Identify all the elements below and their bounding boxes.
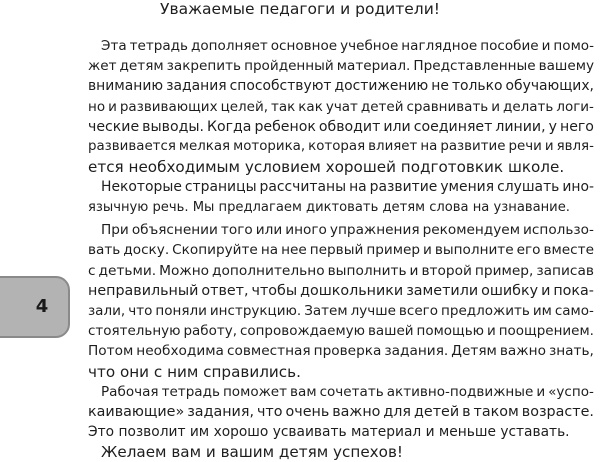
text-line: что они с ним справились. [88, 362, 301, 381]
text-line: При объяснении того или иного упражнения рекомендуем использо- [101, 222, 594, 239]
text-line: Желаем вам и вашим детям успехов! [101, 443, 403, 462]
page-number: 4 [35, 296, 49, 317]
body-text [88, 36, 594, 462]
text-line: ется необходимым условием хорошей подготовкик школе. [88, 158, 565, 177]
text-line: Некоторые страницы рассчитаны на развитие умения слушать ино- [101, 179, 594, 196]
text-line: каивающие» задания, что очень важно для детей в таком возрасте. [88, 403, 594, 420]
text-line: Это позволит им хорошо усваивать материал и меньше уставать. [88, 424, 570, 441]
text-line: развивается мелкая моторика, которая влияет на развитие речи и явля- [88, 138, 594, 154]
text-line: ческие выводы. Когда ребенок обводит или соединяет линии, у него [88, 118, 594, 135]
text-line: Рабочая тетрадь поможет вам сочетать активно-подвижные и «успо- [101, 383, 594, 400]
text-line: жет детям закрепить пройденный материал. Представленные вашему [88, 58, 594, 75]
text-line: Потом необходима совместная проверка задания. Детям важно знать, [88, 343, 594, 360]
text-line: стоятельную работу, сопровождаемую вашей помощью и поощрением. [88, 323, 594, 340]
text-line: вать доску. Скопируйте на нее первый пример и выполните его вместе [88, 242, 594, 259]
text-line: зали, что поняли инструкцию. Затем лучше всего предложить им само- [88, 302, 594, 319]
text-line: Эта тетрадь дополняет основное учебное наглядное пособие и помо- [101, 38, 594, 54]
page-title: Уважаемые педагоги и родители! [160, 0, 440, 18]
text-line: с детьми. Можно дополнительно выполнить и второй пример, записав [88, 262, 594, 279]
text-line: неправильный ответ, чтобы дошкольники заметили ошибку и пока- [88, 282, 594, 299]
text-line: вниманию задания способствуют достижению не только обучающих, [88, 78, 594, 95]
text-line: язычную речь. Мы предлагаем диктовать детям слова на узнавание. [88, 199, 570, 215]
text-line: но и развивающих целей, так как учат детей сравнивать и делать логи- [88, 98, 594, 115]
